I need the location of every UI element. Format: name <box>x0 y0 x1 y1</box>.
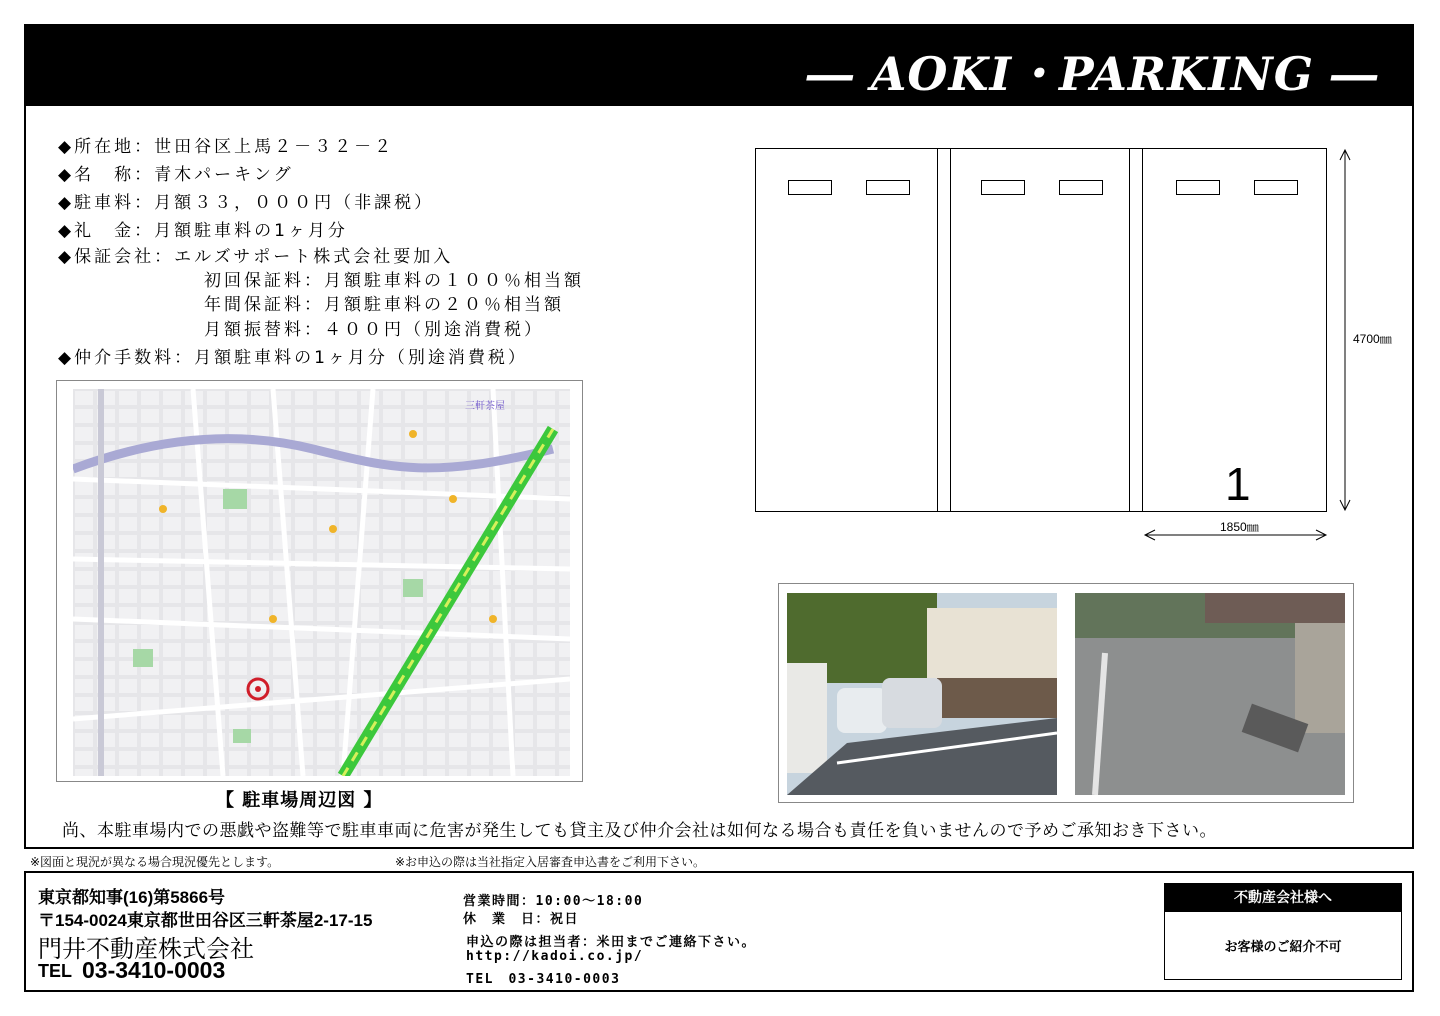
business-hours: 営業時間：10:00～18:00 <box>463 894 644 909</box>
space-number: 1 <box>1225 458 1251 510</box>
info-commission: ◆仲介手数料：月額駐車料の1ヶ月分（別途消費税） <box>58 348 528 368</box>
company-name: 門井不動産株式会社 <box>38 935 254 963</box>
info-key-money: ◆礼 金：月額駐車料の1ヶ月分 <box>58 221 348 241</box>
info-initial-fee: 初回保証料：月額駐車料の１００％相当額 <box>204 271 584 291</box>
holiday: 休 業 日：祝日 <box>463 912 580 927</box>
width-dimension: 1850㎜ <box>1220 520 1259 534</box>
website-link[interactable]: http://kadoi.co.jp/ <box>466 949 644 964</box>
agent-notice-box <box>1164 883 1402 980</box>
info-fee: ◆駐車料：月額３３，０００円（非課税） <box>58 193 435 213</box>
tel-label: TEL <box>38 961 72 981</box>
map-caption: 【 駐車場周辺図 】 <box>216 790 383 811</box>
info-transfer-fee: 月額振替料：４００円（別途消費税） <box>204 320 544 340</box>
license-number: 東京都知事(16)第5866号 <box>38 888 226 907</box>
info-annual-fee: 年間保証料：月額駐車料の２０％相当額 <box>204 295 564 315</box>
info-name: ◆名 称：青木パーキング <box>58 165 294 185</box>
area-map <box>56 380 583 782</box>
station-label: 三軒茶屋 <box>465 401 505 412</box>
photo-street-view <box>787 593 1057 795</box>
note-application-form: ※お申込の際は当社指定入居審査申込書をご利用下さい。 <box>395 855 706 869</box>
info-location: ◆所在地：世田谷区上馬２－３２－２ <box>58 137 395 157</box>
photo-parking-space <box>1075 593 1345 795</box>
company-footer <box>24 871 1414 992</box>
note-current-condition: ※図面と現況が異なる場合現況優先とします。 <box>30 855 280 869</box>
agent-notice-header: 不動産会社様へ <box>1165 884 1401 912</box>
map-image <box>73 389 570 776</box>
contact-phone: TEL 03-3410-0003 <box>466 972 621 987</box>
info-guarantor: ◆保証会社：エルズサポート株式会社要加入 <box>58 247 454 267</box>
company-phone: 03-3410-0003 <box>82 957 226 983</box>
company-address: 〒154-0024東京都世田谷区三軒茶屋2-17-15 <box>38 911 373 930</box>
agent-notice-body: お客様のご紹介不可 <box>1224 940 1342 955</box>
page-title: ― AOKI・PARKING ― <box>806 47 1378 101</box>
site-photos <box>778 583 1354 803</box>
disclaimer-text: 尚、本駐車場内での悪戯や盗難等で駐車車両に危害が発生しても貸主及び仲介会社は如何なる場合も責任を負いませんので予めご承知おき下さい。 <box>62 821 1217 841</box>
length-dimension: 4700㎜ <box>1353 332 1392 346</box>
contact-person: 申込の際は担当者：米田までご連絡下さい。 <box>466 935 757 950</box>
